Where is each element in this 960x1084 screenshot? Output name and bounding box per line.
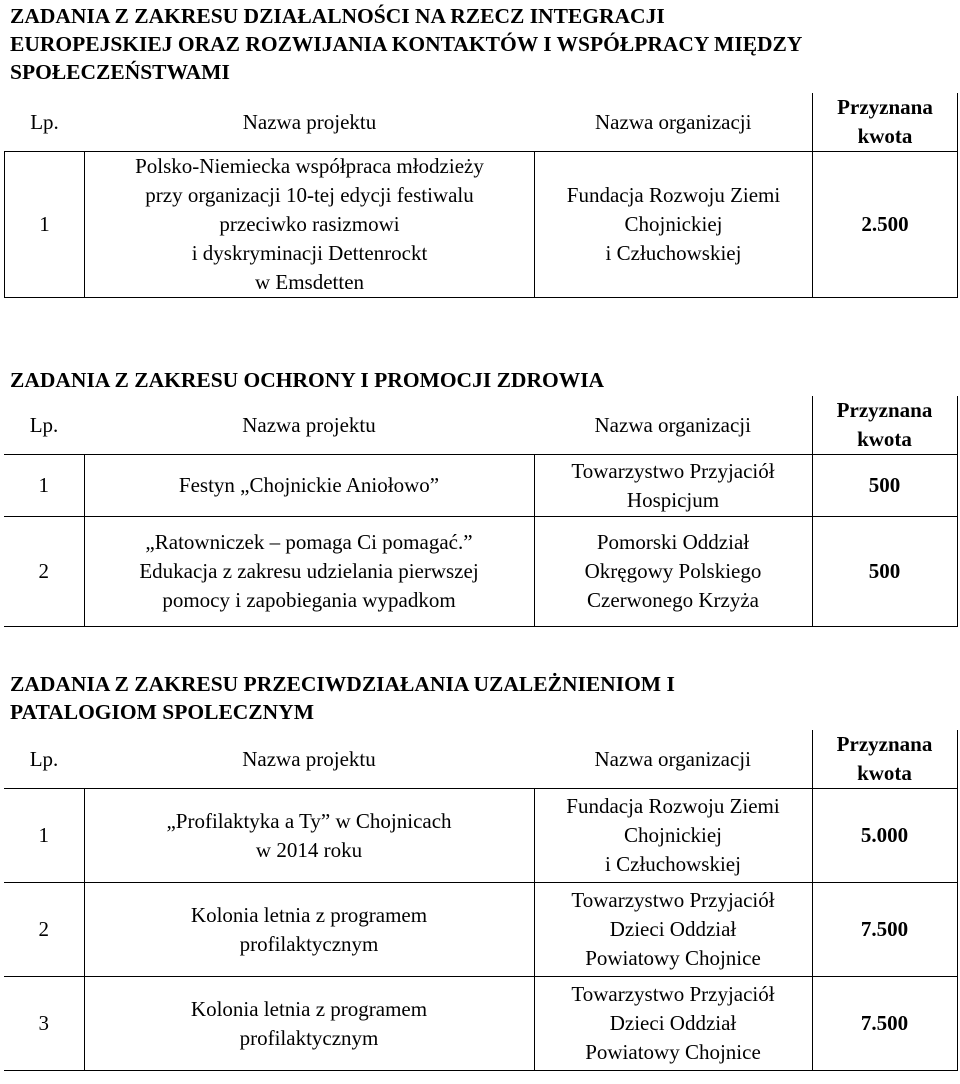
header-amount-line: kwota bbox=[857, 427, 912, 451]
org-line: Hospicjum bbox=[626, 487, 720, 512]
org-line: Okręgowy Polskiego bbox=[584, 559, 762, 583]
org-line: Fundacja Rozwoju Ziemi bbox=[566, 794, 780, 818]
section-2-table bbox=[4, 396, 958, 627]
org-line: Dzieci Oddział bbox=[609, 1011, 737, 1035]
header-amount-line: kwota bbox=[857, 761, 912, 785]
header-project: Nazwa projektu bbox=[84, 730, 534, 789]
project-line: „Ratowniczek – pomaga Ci pomagać.” bbox=[145, 530, 473, 554]
table-row bbox=[4, 789, 957, 883]
project-line: w 2014 roku bbox=[255, 837, 363, 862]
org-line: Towarzystwo Przyjaciół bbox=[571, 982, 775, 1006]
section-1-title-line: ZADANIA Z ZAKRESU DZIAŁALNOŚCI NA RZECZ INTEGRACJI bbox=[10, 4, 665, 28]
header-lp: Lp. bbox=[5, 93, 85, 152]
organization-name bbox=[534, 977, 812, 1071]
granted-amount: 2.500 bbox=[813, 152, 958, 298]
table-row bbox=[4, 883, 957, 977]
section-1-table bbox=[4, 93, 958, 298]
header-organization: Nazwa organizacji bbox=[534, 396, 812, 455]
header-amount-line: kwota bbox=[857, 124, 913, 148]
header-amount bbox=[813, 93, 958, 152]
section-3-title-line: PATALOGIOM SPOLECZNYM bbox=[10, 700, 314, 724]
row-number: 1 bbox=[4, 455, 84, 517]
header-amount bbox=[812, 396, 957, 455]
project-line: przeciwko rasizmowi bbox=[219, 212, 400, 236]
project-line: przy organizacji 10-tej edycji festiwalu bbox=[145, 183, 474, 207]
header-lp: Lp. bbox=[4, 730, 84, 789]
organization-name bbox=[535, 152, 813, 298]
org-line: Towarzystwo Przyjaciół bbox=[571, 888, 775, 912]
project-line: Polsko-Niemiecka współpraca młodzieży bbox=[135, 154, 484, 178]
section-3-title bbox=[10, 670, 950, 726]
table-row bbox=[5, 152, 958, 298]
row-number: 1 bbox=[4, 789, 84, 883]
header-amount-line: Przyznana bbox=[836, 398, 933, 422]
row-number: 2 bbox=[4, 883, 84, 977]
header-project: Nazwa projektu bbox=[84, 396, 534, 455]
granted-amount: 500 bbox=[812, 455, 957, 517]
project-line: Kolonia letnia z programem bbox=[190, 902, 428, 927]
row-number: 2 bbox=[4, 517, 84, 627]
project-line: profilaktycznym bbox=[239, 1025, 379, 1050]
project-line: Kolonia letnia z programem bbox=[190, 996, 428, 1021]
organization-name bbox=[534, 789, 812, 883]
project-name bbox=[84, 455, 534, 517]
row-number: 1 bbox=[5, 152, 85, 298]
org-line: Towarzystwo Przyjaciół bbox=[571, 458, 775, 483]
project-name bbox=[84, 883, 534, 977]
header-amount-line: Przyznana bbox=[836, 732, 933, 756]
org-line: i Człuchowskiej bbox=[605, 241, 742, 265]
project-line: profilaktycznym bbox=[239, 931, 379, 956]
org-line: Chojnickiej bbox=[624, 823, 722, 847]
section-1-title-line: EUROPEJSKIEJ ORAZ ROZWIJANIA KONTAKTÓW I WSPÓŁPRACY MIĘDZY bbox=[10, 32, 803, 56]
organization-name bbox=[534, 517, 812, 627]
granted-amount: 5.000 bbox=[812, 789, 957, 883]
section-1-title bbox=[10, 2, 950, 86]
table-header-row bbox=[5, 93, 958, 152]
project-line: „Profilaktyka a Ty” w Chojnicach bbox=[166, 808, 452, 833]
header-lp: Lp. bbox=[4, 396, 84, 455]
organization-name bbox=[534, 455, 812, 517]
org-line: Chojnickiej bbox=[624, 212, 723, 236]
project-line: i dyskryminacji Dettenrockt bbox=[191, 241, 428, 265]
row-number: 3 bbox=[4, 977, 84, 1071]
org-line: Czerwonego Krzyża bbox=[587, 588, 759, 612]
granted-amount: 500 bbox=[812, 517, 957, 627]
org-line: Fundacja Rozwoju Ziemi bbox=[566, 183, 781, 207]
org-line: Pomorski Oddział bbox=[596, 530, 750, 554]
header-amount-line: Przyznana bbox=[837, 95, 933, 119]
org-line: Dzieci Oddział bbox=[609, 917, 737, 941]
table-row bbox=[4, 517, 957, 627]
project-name bbox=[84, 789, 534, 883]
header-amount bbox=[812, 730, 957, 789]
header-project: Nazwa projektu bbox=[85, 93, 535, 152]
org-line: Powiatowy Chojnice bbox=[585, 946, 761, 970]
section-2-title bbox=[10, 366, 950, 394]
header-organization: Nazwa organizacji bbox=[535, 93, 813, 152]
table-row bbox=[4, 455, 957, 517]
section-2-title-line: ZADANIA Z ZAKRESU OCHRONY I PROMOCJI ZDROWIA bbox=[10, 368, 605, 392]
table-header-row bbox=[4, 730, 957, 789]
project-line: w Emsdetten bbox=[254, 270, 365, 294]
table-row bbox=[4, 977, 957, 1071]
granted-amount: 7.500 bbox=[812, 977, 957, 1071]
granted-amount: 7.500 bbox=[812, 883, 957, 977]
table-header-row bbox=[4, 396, 957, 455]
section-3-table bbox=[4, 730, 958, 1071]
header-organization: Nazwa organizacji bbox=[534, 730, 812, 789]
project-name bbox=[84, 517, 534, 627]
org-line: Powiatowy Chojnice bbox=[585, 1040, 761, 1064]
section-1-title-line: SPOŁECZEŃSTWAMI bbox=[10, 60, 230, 84]
section-3-title-line: ZADANIA Z ZAKRESU PRZECIWDZIAŁANIA UZALEŻNIENIOM I bbox=[10, 672, 675, 696]
project-name bbox=[84, 977, 534, 1071]
project-name bbox=[85, 152, 535, 298]
project-line: Edukacja z zakresu udzielania pierwszej bbox=[139, 559, 479, 583]
project-line: pomocy i zapobiegania wypadkom bbox=[162, 588, 456, 612]
org-line: i Człuchowskiej bbox=[605, 852, 741, 876]
project-line: Festyn „Chojnickie Aniołowo” bbox=[178, 473, 440, 497]
organization-name bbox=[534, 883, 812, 977]
